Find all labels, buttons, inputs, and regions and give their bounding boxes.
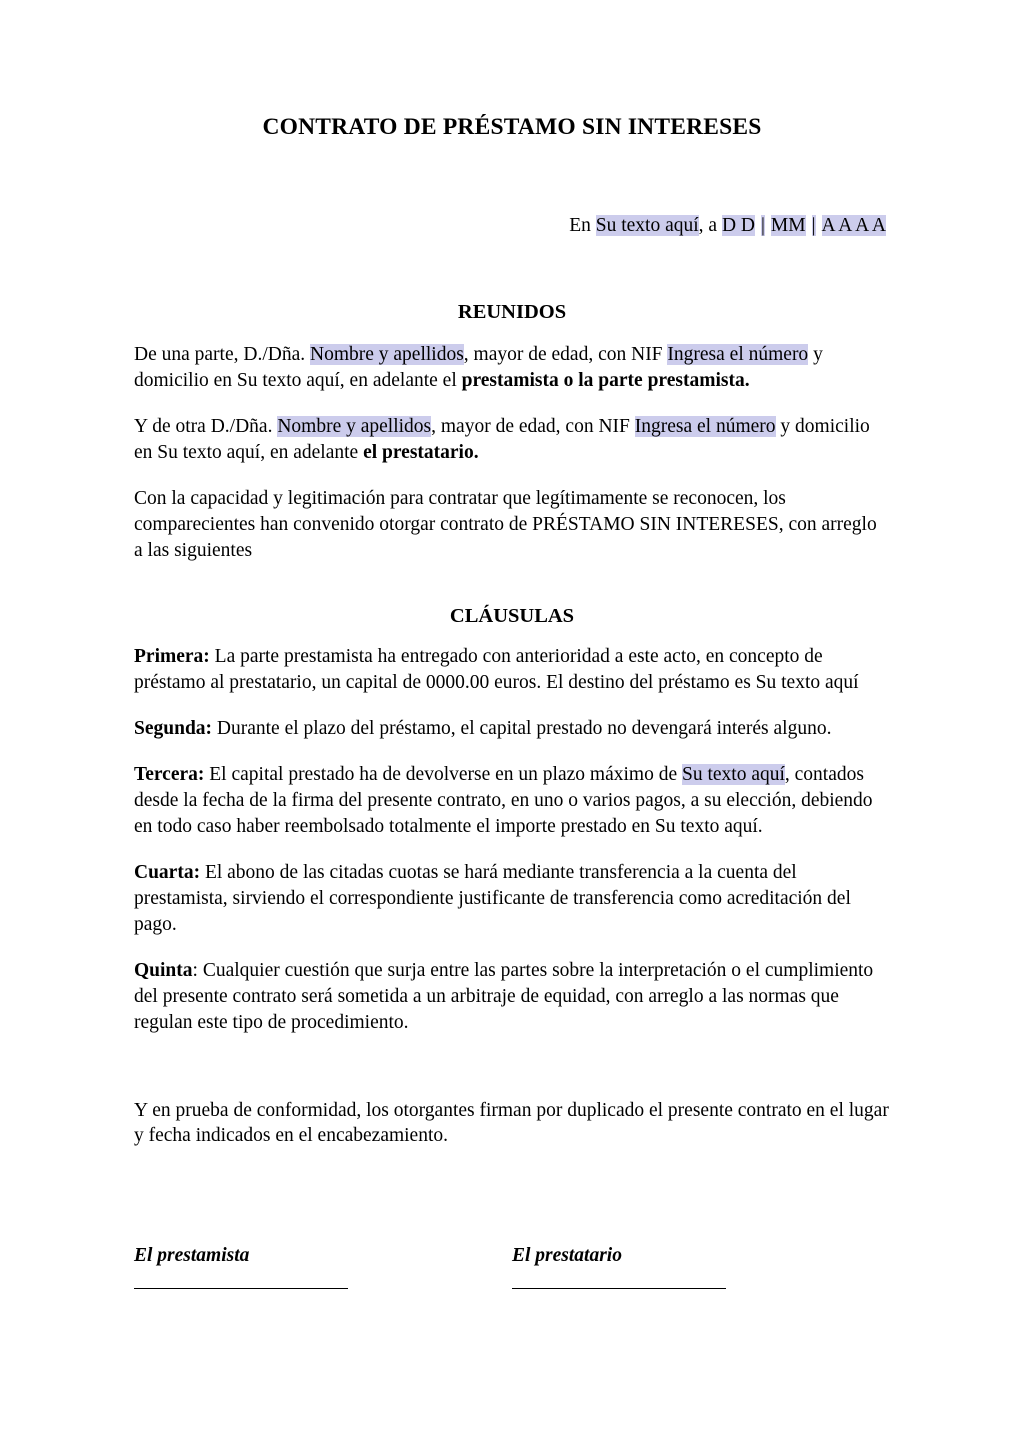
party-one-middle: , mayor de edad, con NIF — [463, 344, 668, 365]
capacity-paragraph: Con la capacidad y legitimación para contratar que legítimamente se reconocen, los comparecientes han convenido otorgar contrato de PRÉSTAMO SIN INTERESES, con arreglo a las siguientes — [134, 487, 877, 561]
clause-primera-label: Primera: — [134, 646, 210, 668]
signature-label-prestamista: El prestamista — [134, 1245, 250, 1267]
clause-segunda-text: Durante el plazo del préstamo, el capital prestado no devengará interés alguno. — [212, 718, 832, 740]
signature-row — [134, 1245, 890, 1289]
signature-block-prestamista — [134, 1245, 512, 1289]
date-separator-1: | — [761, 215, 765, 236]
clause-quinta-text: : Cualquier cuestión que surja entre las partes sobre la interpretación o el cumplimiento del presente contrato será sometida a un arbitraje de equidad, con arreglo a las normas que regulan este tipo de procedimiento. — [134, 959, 874, 1033]
clause-quinta — [134, 958, 890, 1036]
clause-cuarta — [134, 860, 890, 938]
signature-line-prestatario[interactable] — [512, 1287, 726, 1289]
clause-tercera-text-after: , contados desde la fecha de la firma del presente contrato, en uno o varios pagos, a su elección, debiendo en todo caso haber reembolsado totalmente el importe prestado en Su texto aquí. — [134, 764, 873, 838]
party-two-role: el prestatario. — [363, 441, 479, 463]
party-two-name-placeholder[interactable]: Nombre y apellidos — [277, 415, 432, 437]
reunidos-heading: REUNIDOS — [457, 301, 567, 323]
party-one-nif-placeholder[interactable]: Ingresa el número — [667, 344, 809, 365]
place-placeholder[interactable]: Su texto aquí — [595, 215, 699, 236]
signature-label-prestatario: El prestatario — [512, 1245, 622, 1267]
clause-segunda — [134, 716, 890, 742]
clause-tercera-label: Tercera: — [134, 764, 205, 786]
party-one-name-placeholder[interactable]: Nombre y apellidos — [309, 344, 464, 365]
year-placeholder[interactable]: A A A A — [821, 215, 886, 236]
clause-tercera-text-before: El capital prestado ha de devolverse en un plazo máximo de — [204, 764, 682, 786]
date-comma: , a — [698, 215, 722, 236]
clause-primera — [134, 644, 890, 696]
signature-block-prestatario — [512, 1245, 890, 1289]
clausulas-heading: CLÁUSULAS — [449, 605, 575, 628]
party-two-middle: , mayor de edad, con NIF — [431, 415, 635, 437]
party-two-paragraph — [134, 414, 890, 466]
party-two-nif-placeholder[interactable]: Ingresa el número — [634, 415, 776, 437]
date-prefix: En — [569, 215, 596, 236]
date-line — [134, 215, 890, 237]
clause-quinta-label: Quinta — [134, 959, 193, 981]
party-two-prefix: Y de otra D./Dña. — [134, 415, 278, 437]
month-placeholder[interactable]: MM — [770, 215, 806, 236]
clause-tercera — [134, 762, 890, 840]
signature-line-prestamista[interactable] — [134, 1287, 348, 1289]
party-one-suffix: y domicilio en Su texto aquí, en adelante el — [134, 344, 823, 391]
party-one-prefix: De una parte, D./Dña. — [134, 344, 310, 365]
party-one-role: prestamista o la parte prestamista. — [461, 369, 750, 391]
party-two-suffix: y domicilio en Su texto aquí, en adelante — [134, 415, 870, 463]
clause-cuarta-label: Cuarta: — [134, 861, 201, 883]
date-separator-2: | — [811, 215, 816, 236]
page-title: CONTRATO DE PRÉSTAMO SIN INTERESES — [262, 114, 762, 140]
closing-paragraph: Y en prueba de conformidad, los otorgantes firman por duplicado el presente contrato en el lugar y fecha indicados en el encabezamiento. — [134, 1099, 889, 1147]
day-placeholder[interactable]: D D — [721, 215, 755, 236]
party-one-paragraph — [134, 342, 890, 394]
closing-spacer — [134, 1056, 890, 1098]
clause-primera-text: La parte prestamista ha entregado con anterioridad a este acto, en concepto de préstamo al prestatario, un capital de 0000.00 euros. El destino del préstamo es Su texto aquí — [134, 646, 859, 694]
clause-tercera-placeholder[interactable]: Su texto aquí — [681, 764, 785, 786]
clause-segunda-label: Segunda: — [134, 718, 213, 740]
clause-cuarta-text: El abono de las citadas cuotas se hará mediante transferencia a la cuenta del prestamista, sirviendo el correspondiente justificante de transferencia como acreditación del pago. — [134, 861, 851, 935]
